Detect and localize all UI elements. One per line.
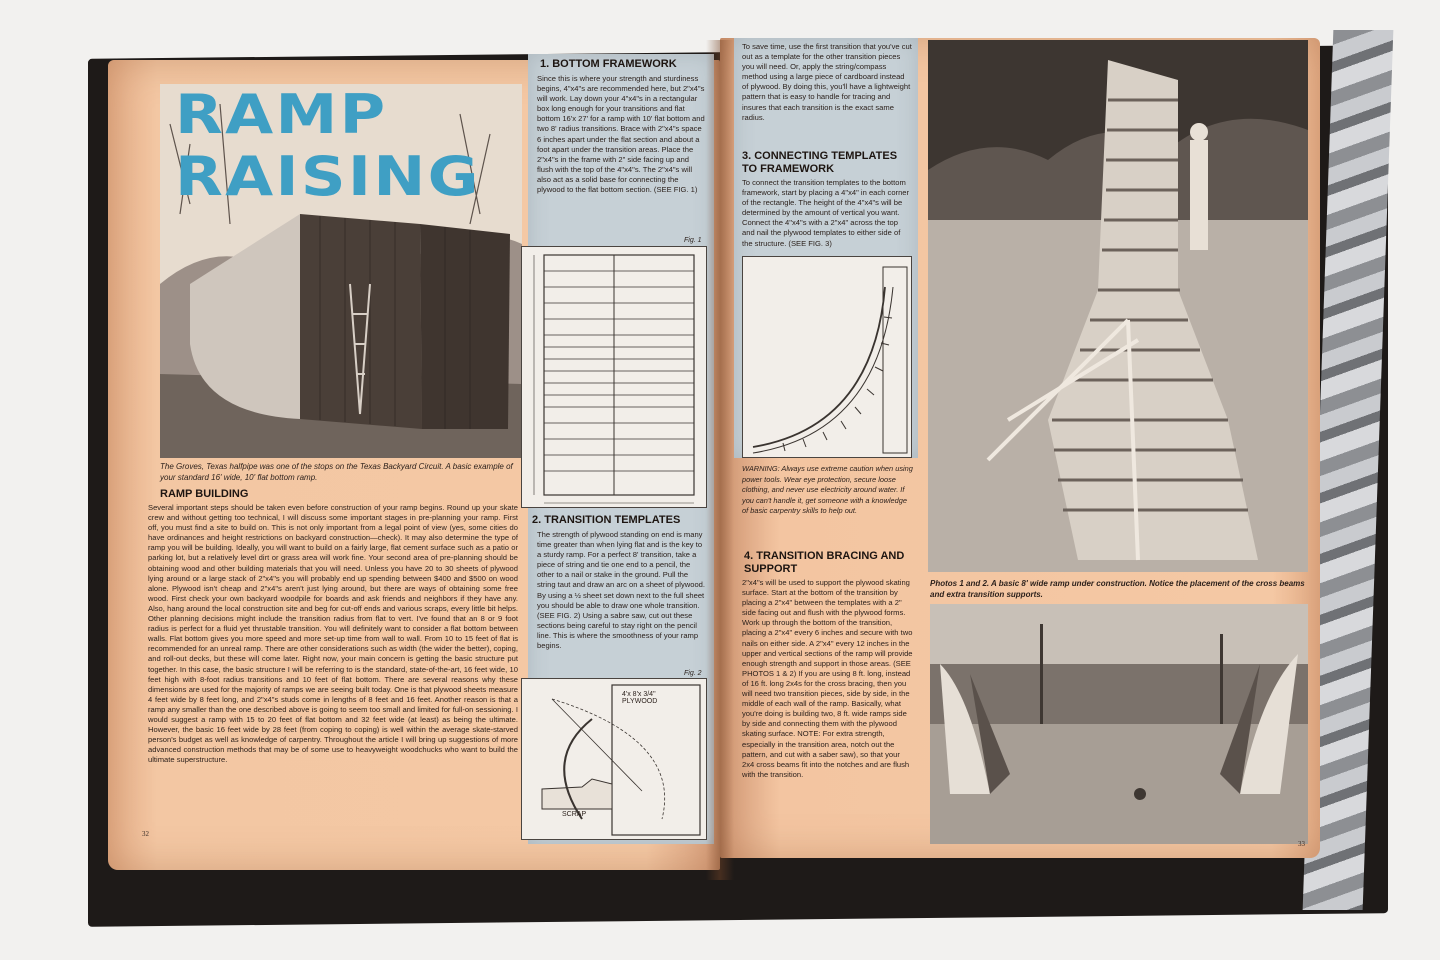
- right-photo-caption: Photos 1 and 2. A basic 8' wide ramp under construction. Notice the placement of the cross beams and extra transition supports.: [930, 579, 1305, 599]
- bracing-heading: 4. TRANSITION BRACING AND SUPPORT: [744, 550, 905, 575]
- spine-gutter: [706, 40, 734, 880]
- fig1-framework-diagram: [521, 246, 707, 508]
- bracing-text: 2"x4"s will be used to support the plywood skating surface. Start at the bottom of the transition by placing a 2"x4" between the templates with a 2" side facing out and flush with the plywood forms. Work up through the bottom of the transition, placing a 2"x4" every 6 inches and secure with two nails on either side. A 2"x4" every 12 inches in the upper and vertical sections of the ramp will provide enough strength and support in those areas. (SEE PHOTOS 1 & 2) If you are using 8 ft. long, instead of 16 ft. long 2x4s for the cross bracing, then you will need two transition pieces, side by side, in the middle of each wall of the ramp. Basically, what you're doing is building two, 8 ft. wide ramps side by side and connecting them with the plywood skating surface. NOTE: For extra strength, especially in the transition area, notch out the pattern, and cut with a saber saw), so that your 2x4 cross beams fit into the notches and are flush with the transition.: [742, 578, 913, 779]
- ramp-building-heading: RAMP BUILDING: [160, 488, 249, 500]
- left-page-number: 32: [142, 830, 149, 838]
- connecting-heading: 3. CONNECTING TEMPLATES TO FRAMEWORK: [742, 150, 898, 175]
- fig2-plywood-label: 4'x 8'x 3/4" PLYWOOD: [622, 691, 658, 705]
- ramp-construction-photo-2: [930, 604, 1308, 844]
- fig2-label: Fig. 2: [684, 670, 702, 677]
- bottom-framework-heading: 1. BOTTOM FRAMEWORK: [540, 58, 677, 70]
- right-intro-text: To save time, use the first transition that you've cut out as a template for the other transition pieces you will need. Or, apply the string/compass method using a large piece of cardboard instead of plywood. By doing this, you'll have a lightweight pattern that is easy to handle for tracing and insures that each transition is the exact same radius.: [742, 42, 912, 122]
- transition-templates-text: The strength of plywood standing on end is many time greater than when lying flat and is the key to a sturdy ramp. For a perfect 8' transition, take a piece of string and tie one end to a pencil, the other to a nail or stake in the ground. Pull the string taut and draw an arc on a sheet of plywood. By using a ½ sheet set down next to the full sheet you should be able to draw one whole transition. (SEE FIG. 2) Using a sabre saw, cut out these sections being careful to stay right on the pencil line. This is where the smoothness of your ramp begins.: [537, 530, 706, 651]
- fig1-label: Fig. 1: [684, 237, 702, 244]
- warning-text: WARNING: Always use extreme caution when using power tools. Wear eye protection, secure loose clothing, and never use electricity around water. If you can't handle it, get someone with a knowledge of basic carpentry skills to help out.: [742, 464, 913, 515]
- fig2-scrap-label: SCRAP: [562, 811, 587, 818]
- bottom-framework-text: Since this is where your strength and sturdiness begins, 4"x4"s are recommended here, but 2"x4"s will work. Lay down your 4"x4"s in a rectangular box long enough for your transitions and flat bottom 16'x 27' for a ramp with 10' flat bottom and two 8' radius transitions. Brace with 2"x4"s space 6 inches apart under the flat section and about a foot apart under the transition areas. Place the 2"x4"s in the frame with 2" side facing up and flush with the top of the 4"x4"s. The 2"x4"s will also act as a solid base for connecting the plywood to the flat bottom section. (SEE FIG. 1): [537, 74, 705, 195]
- fig3-connecting-diagram: [742, 256, 912, 458]
- ramp-building-text: Several important steps should be taken even before construction of your ramp begins. Round up your skate crew and without getting too technical, I will discuss some important stages in pre-planning your ramp. First off, you must find a site to build on. This is not only important from a legal point of view (yes, some cities do have ordinances and height restrictions on backyard construction—check). It may also determine the type of ramp you will be building. Ideally, you will want to build on a fairly large, flat cement surface such as a patio or parking lot, but a relatively level dirt or grass area will work fine. Your second area of pre-planning should be obtaining wood and other building materials that you will need. Unless you have 20 to 30 sheets of plywood lying around or a large stack of 2"x4"s you will probably end up spending between $400 and $500 on wood alone. Plywood isn't cheap and 2"x4"s aren't just lying around, but there are ways of obtaining some free wood. First check your own backyard woodpile for boards and ask friends and neighbors if they have any. Also, hang around the local construction site and beg for cut-off ends and various scraps, every little bit helps. Other planning decisions might include the transition radius from flat to vert. I've found that an 8 or 9 foot radius is perfect for a fluid yet thrustable transition. You will definitely want to consider a flat bottom between walls. Flat bottom gives you more speed and more set-up time from wall to wall. From 10 to 15 feet of flat is recommended for an unreal ramp. There are other considerations such as width (the wider the better), coping, and roll-out decks, but these will come later. Right now, your main concern is getting the basic structure put together. In this case, the basic structure I will be referring to is the standard, state-of-the-art, 16 feet wide, 10 feet high with 8-foot radius transitions and 10 feet of flat bottom. There are several reasons why these dimensions are used for the majority of ramps we are seeing built today. One is that plywood sheets measure 4 feet wide by 8 feet long, and 2"x4"s studs come in lengths of 8 feet and 16 feet. Another reason is that a ramp any smaller than the one described above is going to seem too small and limited for full-on sessioning. I would suggest a ramp with 15 to 20 feet of flat bottom and 32 feet wide (at least) as being the ultimate. However, the basic 16 feet wide by 28 feet (from coping to coping) is well within the average skate-starved person's budget as well as knowledge of carpentry. Throughout the article I will bring up suggestions of more advanced construction methods that may be of some use to heavyweight woodchucks who want to build the ultimate superstructure.: [148, 503, 518, 765]
- main-photo-caption: The Groves, Texas halfpipe was one of the stops on the Texas Backyard Circuit. A basic example of your standard 16' wide, 10' flat bottom ramp.: [160, 462, 513, 482]
- article-title: RAMP RAISING: [175, 83, 481, 208]
- right-page-number: 33: [1298, 840, 1305, 848]
- transition-templates-heading: 2. TRANSITION TEMPLATES: [532, 514, 681, 526]
- ramp-construction-photo-1: [928, 40, 1308, 572]
- fig2-transition-diagram: [521, 678, 707, 840]
- connecting-text: To connect the transition templates to the bottom framework, start by placing a 4"x4" in each corner of the rectangle. The height of the 4"x4"s will be determined by the amount of vertical you want. Connect the 4"x4"s with a 2"x4" across the top and nail the plywood templates to either side of the structure. (SEE FIG. 3): [742, 178, 910, 248]
